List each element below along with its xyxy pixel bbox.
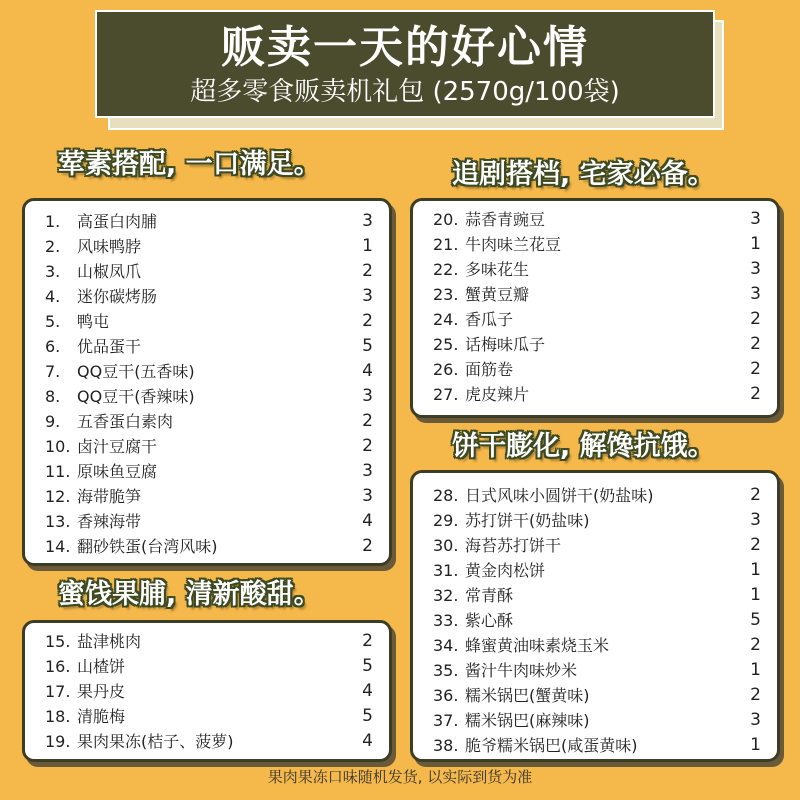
list-item (45, 234, 385, 259)
item-number: 31. (433, 561, 459, 580)
list-item (45, 209, 385, 234)
list-item (433, 307, 773, 332)
item-number: 37. (433, 711, 459, 730)
list-item (433, 608, 773, 633)
item-quantity: 4 (362, 731, 373, 751)
list-item (45, 309, 385, 334)
item-quantity: 2 (750, 359, 761, 379)
item-number: 23. (433, 285, 459, 304)
list-item (433, 207, 773, 232)
item-name: 鸭屯 (77, 312, 110, 331)
item-quantity: 4 (362, 511, 373, 531)
item-number: 17. (45, 682, 71, 701)
list-item (433, 658, 773, 683)
item-number: 16. (45, 657, 71, 676)
item-quantity: 5 (362, 656, 373, 676)
item-quantity: 2 (750, 485, 761, 505)
item-quantity: 2 (750, 309, 761, 329)
item-number: 38. (433, 736, 459, 755)
item-number: 12. (45, 487, 71, 506)
list-item (433, 583, 773, 608)
footer-note: 果肉果冻口味随机发货, 以实际到货为准 (267, 768, 533, 786)
list-item (433, 683, 773, 708)
item-number: 33. (433, 611, 459, 630)
item-number: 8. (45, 387, 61, 406)
item-name: 高蛋白肉脯 (77, 212, 158, 231)
list-item (45, 484, 385, 509)
item-quantity: 1 (750, 234, 761, 254)
item-number: 21. (433, 235, 459, 254)
item-number: 19. (45, 732, 71, 751)
item-number: 2. (45, 237, 61, 256)
item-name: 海苔苏打饼干 (465, 536, 562, 555)
list-item (45, 359, 385, 384)
section-heading-drama-snacks: 追剧搭档, 宅家必备。 (452, 159, 715, 190)
item-name: 糯米锅巴(蟹黄味) (465, 686, 590, 705)
list-item (433, 533, 773, 558)
item-quantity: 4 (362, 681, 373, 701)
item-name: 黄金肉松饼 (465, 561, 546, 580)
item-name: 五香蛋白素肉 (77, 412, 174, 431)
list-item (433, 382, 773, 407)
item-name: QQ豆干(香辣味) (77, 387, 195, 406)
item-quantity: 5 (362, 336, 373, 356)
item-quantity: 2 (750, 384, 761, 404)
list-item (433, 733, 773, 758)
item-quantity: 3 (362, 461, 373, 481)
item-number: 11. (45, 462, 71, 481)
page-title: 贩卖一天的好心情 (221, 22, 589, 73)
item-name: 面筋卷 (465, 360, 514, 379)
item-number: 7. (45, 362, 61, 381)
list-item (45, 534, 385, 559)
item-number: 35. (433, 661, 459, 680)
item-number: 14. (45, 537, 71, 556)
item-name: 果丹皮 (77, 682, 126, 701)
item-number: 5. (45, 312, 61, 331)
item-quantity: 2 (362, 631, 373, 651)
item-name: 果肉果冻(桔子、菠萝) (77, 732, 234, 751)
section-list-biscuits (410, 470, 780, 762)
item-quantity: 2 (750, 535, 761, 555)
item-name: 常青酥 (465, 586, 514, 605)
item-number: 28. (433, 486, 459, 505)
list-item (433, 282, 773, 307)
list-item (433, 483, 773, 508)
item-quantity: 1 (750, 560, 761, 580)
item-quantity: 3 (750, 510, 761, 530)
list-item (45, 434, 385, 459)
item-quantity: 3 (362, 286, 373, 306)
item-name: 酱汁牛肉味炒米 (465, 661, 578, 680)
item-name: 日式风味小圆饼干(奶盐味) (465, 486, 654, 505)
item-name: 盐津桃肉 (77, 632, 142, 651)
list-item (45, 409, 385, 434)
list-item (45, 259, 385, 284)
item-number: 10. (45, 437, 71, 456)
item-name: 迷你碳烤肠 (77, 287, 158, 306)
item-number: 3. (45, 262, 61, 281)
item-name: 原味鱼豆腐 (77, 462, 158, 481)
list-item (45, 654, 385, 679)
item-quantity: 2 (362, 536, 373, 556)
item-name: 糯米锅巴(麻辣味) (465, 711, 590, 730)
section-heading-dried-fruit: 蜜饯果脯, 清新酸甜。 (58, 579, 321, 610)
section-list-drama-snacks (410, 198, 780, 418)
item-number: 24. (433, 310, 459, 329)
list-item (45, 334, 385, 359)
item-quantity: 3 (750, 259, 761, 279)
item-quantity: 3 (750, 209, 761, 229)
item-quantity: 3 (362, 211, 373, 231)
list-item (433, 633, 773, 658)
item-number: 29. (433, 511, 459, 530)
item-name: 紫心酥 (465, 611, 514, 630)
item-quantity: 1 (750, 735, 761, 755)
item-number: 32. (433, 586, 459, 605)
item-quantity: 5 (750, 610, 761, 630)
item-name: 风味鸭脖 (77, 237, 142, 256)
page-subtitle: 超多零食贩卖机礼包 (2570g/100袋) (190, 77, 620, 107)
item-quantity: 3 (362, 486, 373, 506)
item-quantity: 2 (362, 261, 373, 281)
item-number: 18. (45, 707, 71, 726)
list-item (45, 384, 385, 409)
item-quantity: 2 (362, 436, 373, 456)
list-item (433, 558, 773, 583)
list-item (433, 508, 773, 533)
item-number: 25. (433, 335, 459, 354)
list-item (433, 232, 773, 257)
item-name: 香瓜子 (465, 310, 514, 329)
section-heading-meat-veg: 荤素搭配, 一口满足。 (58, 149, 321, 180)
item-name: 话梅味瓜子 (465, 335, 546, 354)
list-item (45, 284, 385, 309)
item-quantity: 2 (750, 635, 761, 655)
item-quantity: 3 (750, 284, 761, 304)
item-quantity: 1 (362, 236, 373, 256)
item-number: 13. (45, 512, 71, 531)
item-name: 山椒凤爪 (77, 262, 142, 281)
item-number: 34. (433, 636, 459, 655)
title-banner (95, 10, 715, 118)
item-name: 翻砂铁蛋(台湾风味) (77, 537, 218, 556)
item-number: 6. (45, 337, 61, 356)
item-quantity: 5 (362, 706, 373, 726)
item-name: 苏打饼干(奶盐味) (465, 511, 590, 530)
item-number: 15. (45, 632, 71, 651)
item-number: 36. (433, 686, 459, 705)
item-quantity: 2 (750, 334, 761, 354)
item-name: 海带脆笋 (77, 487, 142, 506)
item-number: 22. (433, 260, 459, 279)
list-item (45, 704, 385, 729)
item-quantity: 3 (362, 386, 373, 406)
item-name: 卤汁豆腐干 (77, 437, 158, 456)
item-name: 蟹黄豆瓣 (465, 285, 530, 304)
list-item (45, 679, 385, 704)
item-number: 4. (45, 287, 61, 306)
list-item (45, 729, 385, 754)
item-quantity: 2 (362, 311, 373, 331)
item-quantity: 3 (750, 710, 761, 730)
item-name: 蜂蜜黄油味素烧玉米 (465, 636, 610, 655)
item-number: 26. (433, 360, 459, 379)
item-number: 30. (433, 536, 459, 555)
item-number: 20. (433, 210, 459, 229)
item-name: 清脆梅 (77, 707, 126, 726)
item-name: 优品蛋干 (77, 337, 142, 356)
list-item (45, 629, 385, 654)
item-number: 27. (433, 385, 459, 404)
list-item (433, 257, 773, 282)
list-item (433, 708, 773, 733)
item-name: 多味花生 (465, 260, 530, 279)
item-name: 香辣海带 (77, 512, 142, 531)
section-list-meat-veg (22, 198, 392, 566)
item-number: 1. (45, 212, 61, 231)
item-quantity: 1 (750, 585, 761, 605)
list-item (45, 459, 385, 484)
item-quantity: 1 (750, 660, 761, 680)
item-quantity: 4 (362, 361, 373, 381)
item-name: 牛肉味兰花豆 (465, 235, 562, 254)
list-item (433, 357, 773, 382)
item-number: 9. (45, 412, 61, 431)
item-name: 虎皮辣片 (465, 385, 530, 404)
item-quantity: 2 (750, 685, 761, 705)
item-quantity: 2 (362, 411, 373, 431)
list-item (433, 332, 773, 357)
item-name: 脆爷糯米锅巴(咸蛋黄味) (465, 736, 638, 755)
list-item (45, 509, 385, 534)
section-list-dried-fruit (22, 620, 392, 762)
section-heading-biscuits: 饼干膨化, 解馋抗饿。 (452, 431, 715, 462)
item-name: 山楂饼 (77, 657, 126, 676)
item-name: QQ豆干(五香味) (77, 362, 195, 381)
item-name: 蒜香青豌豆 (465, 210, 546, 229)
